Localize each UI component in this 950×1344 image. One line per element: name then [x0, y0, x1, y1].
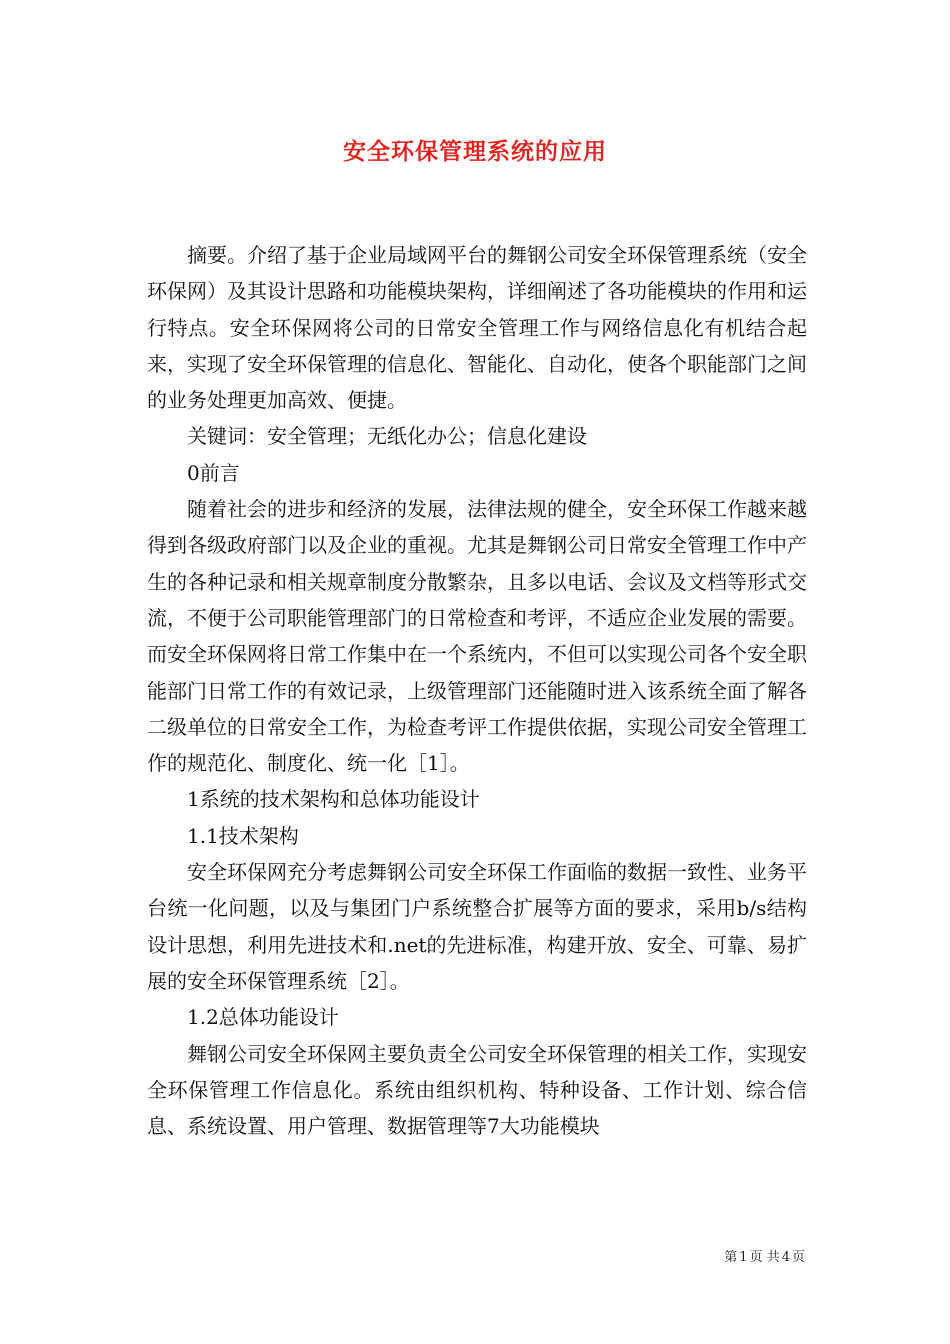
page-number-footer [700, 1246, 806, 1265]
page-title: 安全环保管理系统的应用 [343, 138, 607, 165]
footer-total-pages: 4 [781, 1250, 790, 1265]
section-heading-preface: 0前言 [187, 460, 240, 485]
preface-paragraph: 随着社会的进步和经济的发展，法律法规的健全，安全环保工作越来越得到各级政府部门以及企业的重视。尤其是舞钢公司日常安全管理工作中产生的各种记录和相关规章制度分散繁杂，且多以电话、会议及文档等形式交流，不便于公司职能管理部门的日常检查和考评，不适应企业发展的需要。而安全环保网将日常工作集中在一个系统内，不但可以实现公司各个安全职能部门日常工作的有效记录，上级管理部门还能随时进入该系统全面了解各二级单位的日常安全工作，为检查考评工作提供依据，实现公司安全管理工作的规范化、制度化、统一化［1］。 [147, 497, 807, 776]
section-heading-architecture: 1系统的技术架构和总体功能设计 [187, 787, 480, 812]
keywords-paragraph: 关键词：安全管理；无纸化办公；信息化建设 [187, 424, 587, 449]
footer-prefix: 第 [724, 1250, 738, 1265]
abstract-paragraph: 摘要。介绍了基于企业局域网平台的舞钢公司安全环保管理系统（安全环保网）及其设计思路和功能模块架构，详细阐述了各功能模块的作用和运行特点。安全环保网将公司的日常安全管理工作与网络信息化有机结合起来，实现了安全环保管理的信息化、智能化、自动化，使各个职能部门之间的业务处理更加高效、便捷。 [147, 243, 807, 413]
tech-paragraph: 安全环保网充分考虑舞钢公司安全环保工作面临的数据一致性、业务平台统一化问题，以及与集团门户系统整合扩展等方面的要求，采用b/s结构设计思想，利用先进技术和.net的先进标准，构建开放、安全、可靠、易扩展的安全环保管理系统［2］。 [147, 860, 807, 993]
footer-mid: 页 共 [749, 1250, 780, 1265]
subsection-heading-function: 1.2总体功能设计 [187, 1005, 339, 1030]
document-body [147, 237, 807, 1144]
subsection-heading-tech: 1.1技术架构 [187, 823, 299, 848]
function-paragraph: 舞钢公司安全环保网主要负责全公司安全环保管理的相关工作，实现安全环保管理工作信息化。系统由组织机构、特种设备、工作计划、综合信息、系统设置、用户管理、数据管理等7大功能模块 [147, 1041, 807, 1139]
footer-current-page: 1 [739, 1250, 748, 1265]
footer-suffix: 页 [791, 1250, 805, 1265]
